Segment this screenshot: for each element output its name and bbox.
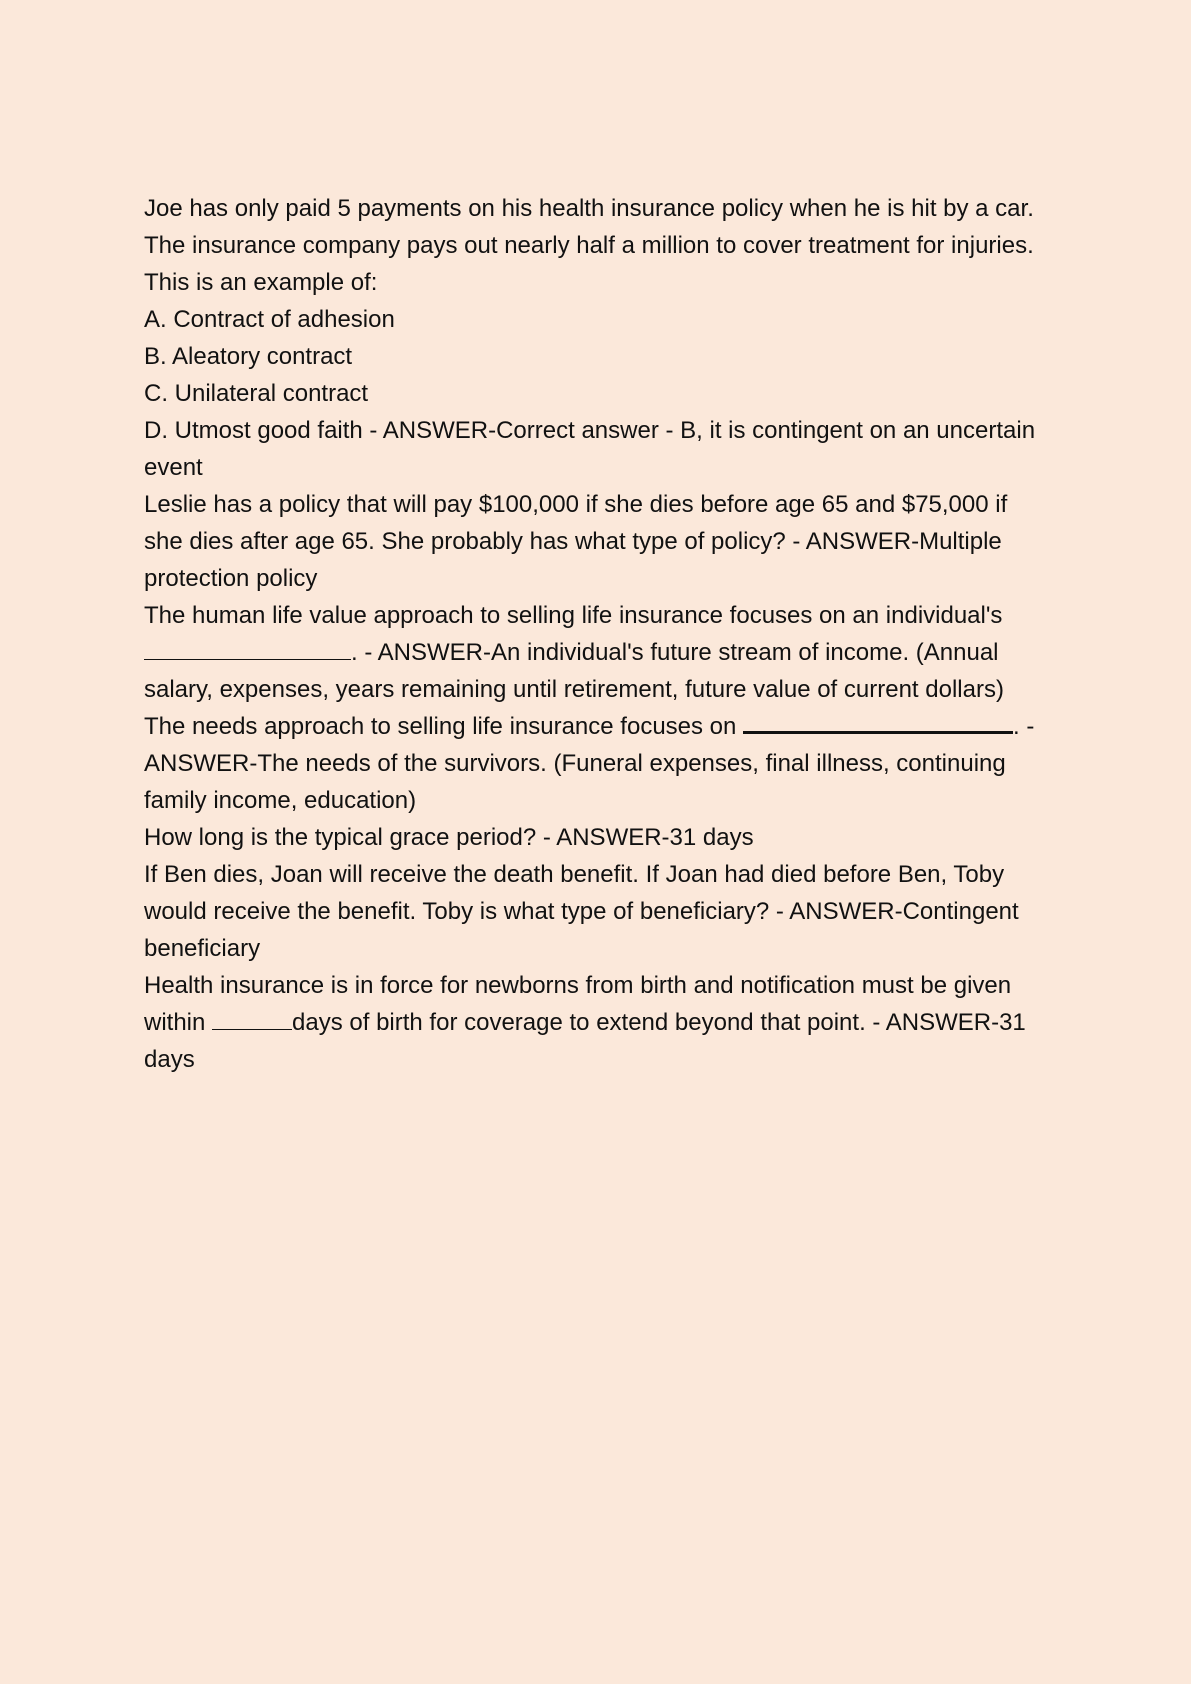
question-1-option-d: D. Utmost good faith - ANSWER-Correct answer - B, it is contingent on an uncertain event (144, 417, 1036, 481)
question-1-option-b: B. Aleatory contract (144, 343, 353, 370)
question-2: Leslie has a policy that will pay $100,000 if she dies before age 65 and $75,000 if she dies after age 65. She probably has what type of policy? - ANSWER-Multiple protection policy (144, 491, 1008, 592)
question-3 (144, 597, 1044, 708)
document-page (144, 190, 1044, 1078)
question-6: If Ben dies, Joan will receive the death benefit. If Joan had died before Ben, Toby would receive the benefit. Toby is what type of beneficiary? - ANSWER-Contingent beneficiary (144, 861, 1019, 962)
question-1-option-c: C. Unilateral contract (144, 380, 369, 407)
question-3-text-after: . - ANSWER-An individual's future stream of income. (Annual salary, expenses, years remaining until retirement, future value of current dollars) (144, 639, 1004, 703)
answer-blank (212, 1007, 292, 1030)
question-7-text-before: Health insurance is in force for newborns from birth and notification must be given within (144, 972, 1012, 1036)
question-4-text-before: The needs approach to selling life insurance focuses on (144, 713, 737, 740)
question-5: How long is the typical grace period? - ANSWER-31 days (144, 824, 754, 851)
question-3-text-before: The human life value approach to selling life insurance focuses on an individual's (144, 602, 1003, 629)
question-1 (144, 190, 1044, 486)
answer-blank (144, 637, 351, 660)
question-4-text-after: . - ANSWER-The needs of the survivors. (Funeral expenses, final illness, continuing family income, education) (144, 713, 1035, 814)
question-4 (144, 708, 1044, 819)
question-7-text-after: days of birth for coverage to extend beyond that point. - ANSWER-31 days (144, 1009, 1026, 1073)
question-7 (144, 967, 1044, 1078)
answer-blank (743, 709, 1013, 734)
question-1-stem: Joe has only paid 5 payments on his health insurance policy when he is hit by a car. The insurance company pays out nearly half a million to cover treatment for injuries. This is an example of: (144, 195, 1034, 296)
question-1-option-a: A. Contract of adhesion (144, 306, 395, 333)
